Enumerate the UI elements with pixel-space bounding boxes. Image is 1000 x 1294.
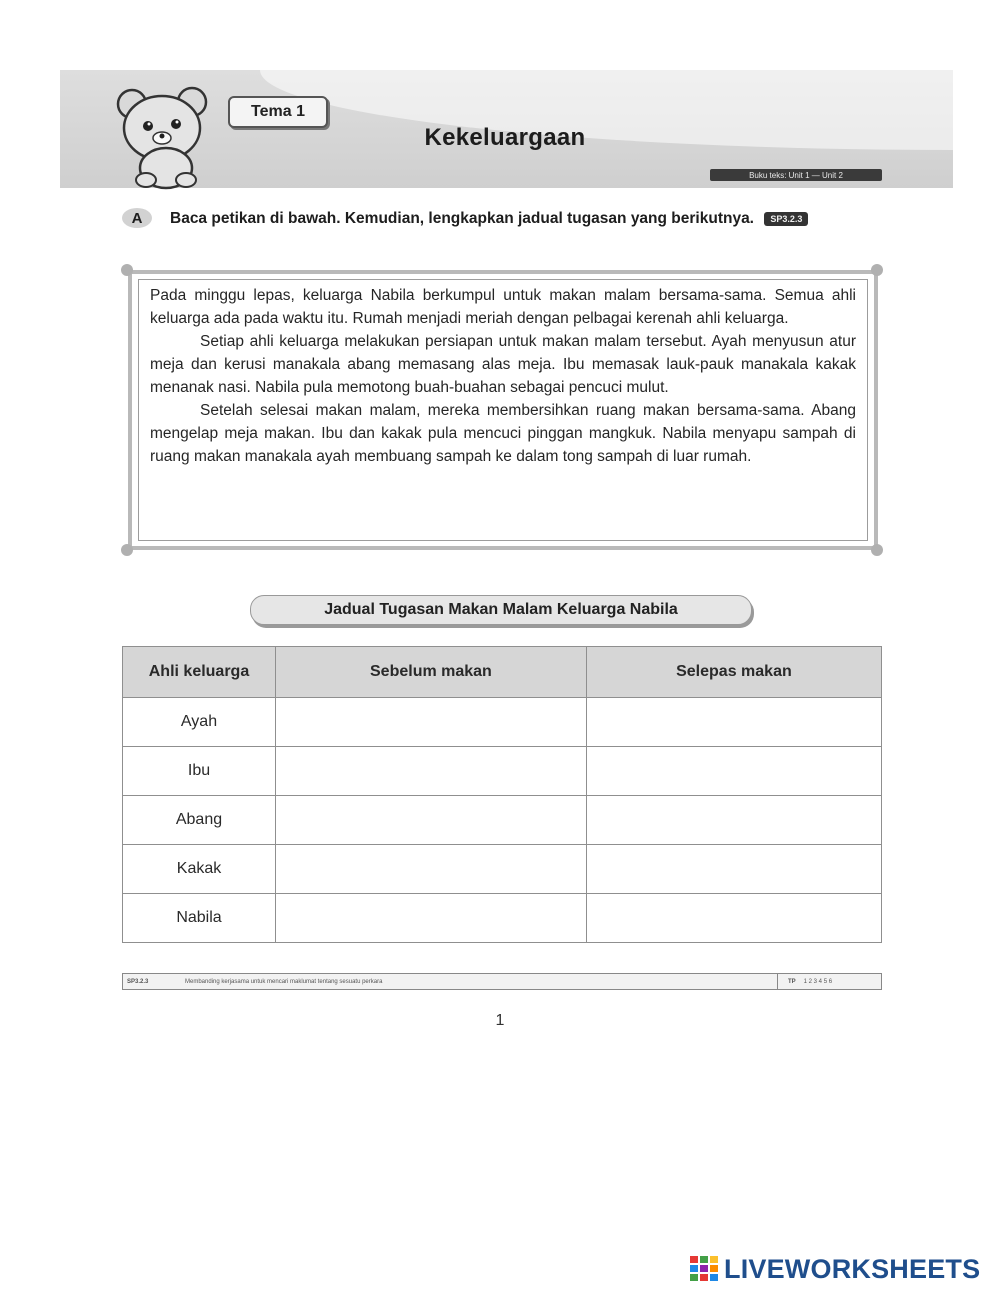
frame-knob xyxy=(871,544,883,556)
passage-paragraph: Setiap ahli keluarga melakukan persiapan untuk makan malam tersebut. Ayah menyusun atur meja dan kerusi manakala abang memasang alas meja. Ibu memasak lauk-pauk manakala kakak menanak nasi. Nabila pula memotong buah-buahan sebagai pencuci mulut. xyxy=(150,333,856,396)
column-header-family: Ahli keluarga xyxy=(123,647,276,698)
skill-code-badge: SP3.2.3 xyxy=(764,212,808,226)
footer-skill-code: SP3.2.3 xyxy=(127,978,149,985)
liveworksheets-watermark xyxy=(690,1252,980,1286)
page-title: Kekeluargaan xyxy=(424,124,586,151)
tp-label: TP xyxy=(788,978,796,985)
column-header-after: Selepas makan xyxy=(586,647,881,698)
family-member-cell: Kakak xyxy=(123,845,276,894)
textbook-reference-badge: Buku teks: Unit 1 — Unit 2 xyxy=(710,169,882,181)
table-row xyxy=(123,698,882,747)
tp-levels xyxy=(777,974,881,989)
table-row xyxy=(123,845,882,894)
instruction-text: Baca petikan di bawah. Kemudian, lengkapkan jadual tugasan yang berikutnya. xyxy=(170,210,754,227)
liveworksheets-logo-icon xyxy=(690,1256,720,1282)
family-member-cell: Abang xyxy=(123,796,276,845)
table-row xyxy=(123,747,882,796)
watermark-text: LIVEWORKSHEETS xyxy=(724,1253,981,1284)
passage-paragraph: Pada minggu lepas, keluarga Nabila berkumpul untuk makan malam bersama-sama. Semua ahli keluarga ada pada waktu itu. Rumah menjadi meriah dengan pelbagai kerenah ahli keluarga. xyxy=(150,287,856,327)
table-title: Jadual Tugasan Makan Malam Keluarga Nabila xyxy=(250,595,752,625)
family-member-cell: Ayah xyxy=(123,698,276,747)
family-member-cell: Nabila xyxy=(123,894,276,943)
answer-cell-before[interactable] xyxy=(276,747,587,796)
answer-cell-before[interactable] xyxy=(276,894,587,943)
answer-cell-after[interactable] xyxy=(586,698,881,747)
table-header-row xyxy=(123,647,882,698)
column-header-before: Sebelum makan xyxy=(276,647,587,698)
theme-tab: Tema 1 xyxy=(228,96,328,128)
table-row xyxy=(123,796,882,845)
section-letter: A xyxy=(122,208,152,228)
task-table xyxy=(122,646,882,943)
teddy-bear-icon xyxy=(110,82,220,192)
frame-knob xyxy=(121,264,133,276)
reading-passage xyxy=(150,284,856,468)
answer-cell-before[interactable] xyxy=(276,698,587,747)
answer-cell-before[interactable] xyxy=(276,796,587,845)
answer-cell-after[interactable] xyxy=(586,747,881,796)
frame-knob xyxy=(121,544,133,556)
tp-values: 1 2 3 4 5 6 xyxy=(803,978,833,985)
page-number: 1 xyxy=(495,1012,505,1029)
family-member-cell: Ibu xyxy=(123,747,276,796)
footer-bar xyxy=(122,973,882,990)
answer-cell-after[interactable] xyxy=(586,845,881,894)
instruction xyxy=(122,207,884,230)
table-row xyxy=(123,894,882,943)
passage-paragraph: Setelah selesai makan malam, mereka membersihkan ruang makan bersama-sama. Abang mengelap meja makan. Ibu dan kakak pula mencuci pinggan mangkuk. Nabila menyapu sampah di ruang makan manakala ayah membuang sampah ke dalam tong sampah di luar rumah. xyxy=(150,402,856,465)
frame-knob xyxy=(871,264,883,276)
answer-cell-after[interactable] xyxy=(586,894,881,943)
footer-description: Membanding kerjasama untuk mencari maklumat tentang sesuatu perkara xyxy=(185,978,383,985)
answer-cell-after[interactable] xyxy=(586,796,881,845)
answer-cell-before[interactable] xyxy=(276,845,587,894)
